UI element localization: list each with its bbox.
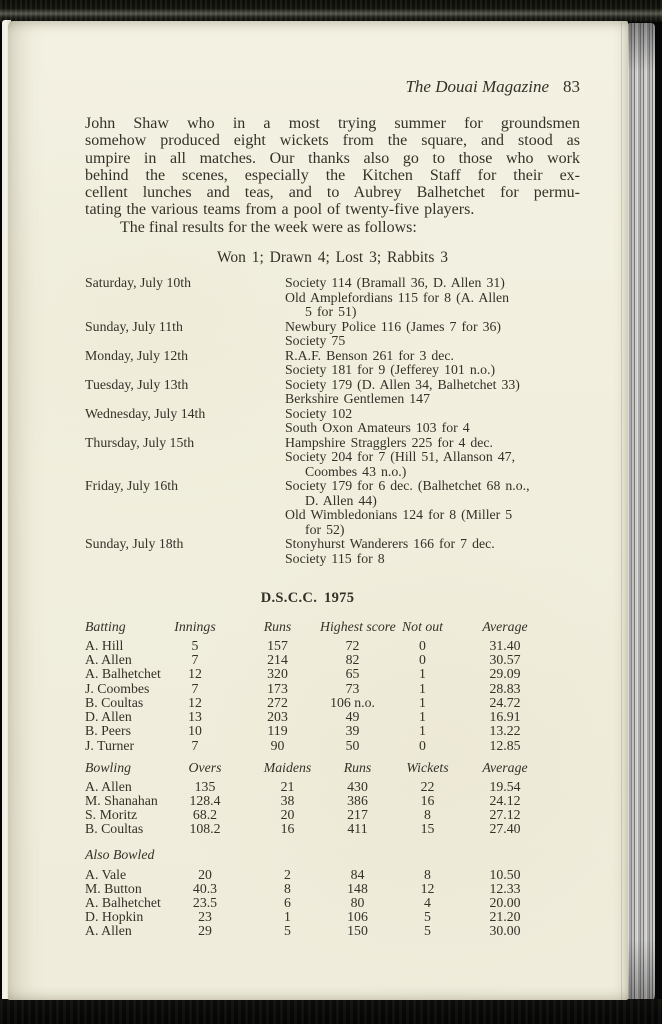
stats-cell: 24.72	[489, 694, 521, 710]
stats-cell-spacer	[545, 896, 580, 910]
fixture-result	[285, 436, 580, 480]
stats-cell: 39	[345, 723, 360, 739]
stats-header-cell: Not out	[401, 619, 443, 635]
fixture-result-line: 5 for 51)	[305, 304, 357, 320]
fixture-result-line: Society 102	[285, 405, 353, 421]
fixture-result-line: Berkshire Gentlemen 147	[285, 391, 430, 407]
stats-header-cell: Average	[482, 759, 528, 775]
stats-cell: 82	[345, 652, 360, 668]
page-number: 83	[563, 77, 580, 96]
fixture-date: Tuesday, July 13th	[85, 376, 189, 392]
stats-cell-spacer	[545, 794, 580, 808]
stats-cell: 30.57	[489, 652, 521, 668]
stats-header-row	[85, 619, 580, 639]
stats-cell: 12	[188, 666, 202, 682]
stats-cell: 2	[284, 866, 291, 882]
stats-cell: 22	[420, 778, 435, 794]
stats-cell-spacer	[550, 739, 580, 753]
stats-cell: 5	[284, 923, 291, 939]
stats-cell: A. Allen	[85, 652, 132, 668]
stats-cell: 148	[347, 880, 368, 896]
stats-cell: 50	[345, 737, 360, 753]
stats-cell: A. Vale	[85, 866, 127, 882]
paragraph-line: cellent lunches and teas, and to Aubrey Balhetchet for permu-	[85, 184, 580, 202]
stats-cell: 38	[280, 792, 295, 808]
batting-row	[85, 639, 580, 653]
stats-cell: 72	[345, 638, 360, 654]
stats-cell-spacer	[550, 653, 580, 667]
stats-cell: 28.83	[489, 680, 521, 696]
fixture-row	[85, 320, 580, 349]
stats-cell: 119	[267, 723, 288, 739]
batting-table	[85, 619, 580, 753]
results-intro-line: The final results for the week were as follows:	[120, 218, 417, 236]
stats-cell: 1	[419, 680, 426, 696]
fixtures-list	[85, 276, 580, 566]
stats-cell: 5	[424, 909, 431, 925]
stats-cell-spacer	[545, 924, 580, 938]
fixture-result-line: R.A.F. Benson 261 for 3 dec.	[285, 347, 454, 363]
fixture-result-line: for 52)	[305, 521, 345, 537]
bowling-row	[85, 780, 580, 794]
fixture-result-line: Society 179 (D. Allen 34, Balhetchet 33)	[285, 376, 520, 392]
stats-cell: 16	[280, 821, 295, 837]
stats-cell: B. Coultas	[85, 694, 144, 710]
also-bowled-row	[85, 924, 580, 938]
also-bowled-row	[85, 896, 580, 910]
stats-cell: 31.40	[489, 638, 521, 654]
fixture-result-line: Newbury Police 116 (James 7 for 36)	[285, 318, 501, 334]
stats-cell: 157	[267, 638, 288, 654]
stats-cell: 90	[270, 737, 285, 753]
fixture-result	[285, 349, 580, 378]
stats-cell: D. Hopkin	[85, 909, 144, 925]
stats-cell: B. Peers	[85, 723, 131, 739]
stats-cell-spacer	[550, 639, 580, 653]
fixture-result-line: Society 75	[285, 333, 346, 349]
stats-cell: A. Allen	[85, 778, 132, 794]
also-bowled-row	[85, 910, 580, 924]
page-edges-right	[628, 23, 655, 1008]
stats-cell-spacer	[545, 822, 580, 836]
stats-section-title: D.S.C.C. 1975	[260, 590, 355, 607]
stats-cell: D. Allen	[85, 709, 132, 725]
stats-cell: 5	[424, 923, 431, 939]
stats-cell-spacer	[550, 710, 580, 724]
stats-cell: 272	[267, 694, 288, 710]
stats-cell: 430	[347, 778, 368, 794]
fixture-date: Sunday, July 18th	[85, 536, 184, 552]
stats-cell-spacer	[545, 882, 580, 896]
stats-header-row	[85, 760, 580, 780]
stats-cell: 7	[191, 680, 199, 696]
stats-cell: 10	[188, 723, 202, 739]
fixture-result-line: Old Amplefordians 115 for 8 (A. Allen	[285, 289, 510, 305]
also-bowled-title: Also Bowled	[85, 846, 155, 862]
stats-cell-spacer	[550, 724, 580, 738]
stats-cell-spacer	[545, 780, 580, 794]
bowling-row	[85, 822, 580, 836]
stats-header-cell: Innings	[174, 619, 216, 635]
fixture-result-line: Old Wimbledonians 124 for 8 (Miller 5	[285, 507, 513, 523]
stats-cell: 8	[284, 880, 291, 896]
stats-header-cell: Highest score	[320, 619, 396, 635]
paragraph-line: John Shaw who in a most trying summer for groundsmen	[85, 115, 580, 132]
stats-cell: 16.91	[489, 709, 521, 725]
fixture-row	[85, 276, 580, 320]
stats-cell: A. Balhetchet	[85, 666, 161, 682]
fixture-result-line: South Oxon Amateurs 103 for 4	[285, 420, 470, 436]
stats-header-cell: Batting	[85, 619, 126, 635]
stats-cell: 40.3	[192, 880, 218, 896]
batting-row	[85, 696, 580, 710]
fixture-result	[285, 479, 580, 537]
stats-cell: 1	[284, 909, 291, 925]
stats-cell: 0	[419, 638, 426, 654]
stats-cell-spacer	[550, 682, 580, 696]
stats-cell-spacer	[545, 868, 580, 882]
fixture-row	[85, 537, 580, 566]
page-content	[85, 21, 580, 1000]
fixture-date: Monday, July 12th	[85, 347, 188, 363]
batting-row	[85, 724, 580, 738]
stats-cell: 12.85	[489, 737, 521, 753]
stats-cell: B. Coultas	[85, 821, 144, 837]
stats-cell: 320	[267, 666, 288, 682]
bowling-row	[85, 794, 580, 808]
stats-cell: 217	[347, 807, 368, 823]
stats-cell: 150	[347, 923, 368, 939]
stats-cell: 411	[347, 821, 368, 837]
fixture-result-line: Society 181 for 9 (Jefferey 101 n.o.)	[285, 362, 496, 378]
fixture-result	[285, 537, 580, 566]
fixture-row	[85, 349, 580, 378]
fixture-date: Friday, July 16th	[85, 478, 179, 494]
fixture-result-line: Hampshire Stragglers 225 for 4 dec.	[285, 434, 494, 450]
stats-cell: 20	[198, 866, 212, 882]
stats-cell: 24.12	[489, 792, 521, 808]
stats-cell: 23	[198, 909, 212, 925]
magazine-page	[8, 21, 628, 1000]
stats-cell: J. Coombes	[85, 680, 150, 696]
stats-cell: 108.2	[189, 821, 221, 837]
book-cover-top-edge	[0, 0, 662, 22]
stats-cell: 21	[280, 778, 295, 794]
stats-cell: 386	[347, 792, 368, 808]
fixture-result	[285, 320, 580, 349]
paragraph-line: umpire in all matches. Our thanks also go to those who work	[85, 149, 580, 167]
book-cover-bottom-edge	[0, 999, 662, 1024]
stats-cell: 80	[350, 894, 365, 910]
stats-header-spacer	[550, 619, 580, 639]
stats-cell: A. Allen	[85, 923, 132, 939]
stats-cell: S. Moritz	[85, 807, 138, 823]
stats-header-cell: Maidens	[263, 759, 312, 775]
stats-cell: 10.50	[489, 866, 521, 882]
fixture-date: Wednesday, July 14th	[85, 405, 206, 421]
stats-cell: 4	[424, 894, 431, 910]
stats-cell: A. Hill	[85, 638, 124, 654]
stats-cell: 173	[267, 680, 288, 696]
stats-cell: 29.09	[489, 666, 521, 682]
batting-row	[85, 667, 580, 681]
stats-cell: 20.00	[489, 894, 521, 910]
stats-cell: 106 n.o.	[330, 694, 375, 710]
stats-cell: 12	[188, 694, 202, 710]
stats-cell: 49	[345, 709, 360, 725]
stats-cell: 6	[284, 894, 291, 910]
stats-cell: 7	[191, 737, 199, 753]
stats-cell-spacer	[550, 667, 580, 681]
stats-cell: 203	[267, 709, 288, 725]
fixture-row	[85, 378, 580, 407]
stats-cell: 29	[198, 923, 212, 939]
stats-cell: M. Shanahan	[85, 792, 158, 808]
fixture-result-line: Society 204 for 7 (Hill 51, Allanson 47,	[285, 449, 516, 465]
stats-cell: 84	[350, 866, 365, 882]
fixture-row	[85, 407, 580, 436]
stats-cell: 5	[191, 638, 199, 654]
fixture-row	[85, 479, 580, 537]
stats-cell: 12	[420, 880, 435, 896]
stats-cell: 0	[419, 652, 426, 668]
bowling-table	[85, 760, 580, 837]
batting-row	[85, 653, 580, 667]
batting-row	[85, 739, 580, 753]
intro-paragraph	[85, 115, 580, 219]
stats-cell: 73	[345, 680, 360, 696]
stats-cell: 23.5	[192, 894, 218, 910]
also-bowled-table	[85, 868, 580, 939]
fixture-result-line: Stonyhurst Wanderers 166 for 7 dec.	[285, 536, 495, 552]
stats-cell: 1	[419, 709, 426, 725]
bowling-row	[85, 808, 580, 822]
stats-cell-spacer	[550, 696, 580, 710]
stats-cell: 16	[420, 792, 435, 808]
stats-header-spacer	[545, 760, 580, 780]
stats-cell: 65	[345, 666, 360, 682]
stats-cell-spacer	[545, 808, 580, 822]
stats-cell: 13	[188, 709, 202, 725]
stats-cell: 214	[267, 652, 288, 668]
batting-row	[85, 682, 580, 696]
paragraph-line: tating the various teams from a pool of twenty-five players.	[85, 201, 475, 219]
stats-cell: 13.22	[489, 723, 521, 739]
stats-cell: 8	[424, 807, 431, 823]
stats-cell: 7	[191, 652, 199, 668]
stats-cell: 30.00	[489, 923, 521, 939]
running-header	[85, 77, 580, 97]
stats-cell: 20	[280, 807, 295, 823]
stats-cell: 19.54	[489, 778, 521, 794]
fixture-result-line: Society 115 for 8	[285, 550, 385, 566]
stats-header-cell: Overs	[188, 759, 222, 775]
batting-row	[85, 710, 580, 724]
stats-cell: 1	[419, 694, 426, 710]
fixture-date: Saturday, July 10th	[85, 275, 192, 291]
stats-cell: 106	[347, 909, 368, 925]
stats-cell: 15	[420, 821, 435, 837]
also-bowled-row	[85, 882, 580, 896]
fixture-result	[285, 407, 580, 436]
fixture-date: Sunday, July 11th	[85, 318, 183, 334]
stats-cell: J. Turner	[85, 737, 135, 753]
fixture-result-line: D. Allen 44)	[305, 492, 377, 508]
stats-cell-spacer	[545, 910, 580, 924]
fixture-result-line: Society 179 for 6 dec. (Balhetchet 68 n.o.,	[285, 478, 530, 494]
fixture-result	[285, 276, 580, 320]
stats-header-cell: Runs	[263, 619, 292, 635]
stats-cell: 0	[419, 737, 426, 753]
stats-header-cell: Bowling	[85, 759, 131, 775]
stats-cell: 8	[424, 866, 431, 882]
stats-cell: 135	[194, 778, 216, 794]
stats-header-cell: Average	[482, 619, 528, 635]
fixture-date: Thursday, July 15th	[85, 434, 195, 450]
also-bowled-row	[85, 868, 580, 882]
stats-header-cell: Runs	[343, 759, 372, 775]
stats-cell: A. Balhetchet	[85, 894, 161, 910]
stats-cell: 68.2	[192, 807, 218, 823]
stats-cell: 1	[419, 723, 426, 739]
magazine-title: The Douai Magazine	[405, 77, 549, 96]
stats-header-cell: Wickets	[406, 759, 449, 775]
stats-cell: 12.33	[489, 880, 521, 896]
stats-cell: 1	[419, 666, 426, 682]
fixture-result-line: Society 114 (Bramall 36, D. Allen 31)	[285, 275, 505, 291]
fixture-result	[285, 378, 580, 407]
paragraph-line: behind the scenes, especially the Kitchen Staff for their ex-	[85, 166, 580, 184]
stats-cell: 27.12	[489, 807, 521, 823]
fixture-row	[85, 436, 580, 480]
paragraph-line: somehow produced eight wickets from the square, and stood as	[85, 132, 580, 150]
results-summary-line: Won 1; Drawn 4; Lost 3; Rabbits 3	[216, 249, 449, 267]
stats-cell: 27.40	[489, 821, 521, 837]
stats-cell: M. Button	[85, 880, 142, 896]
stats-cell: 21.20	[489, 909, 521, 925]
fixture-result-line: Coombes 43 n.o.)	[305, 463, 407, 479]
stats-cell: 128.4	[189, 792, 221, 808]
